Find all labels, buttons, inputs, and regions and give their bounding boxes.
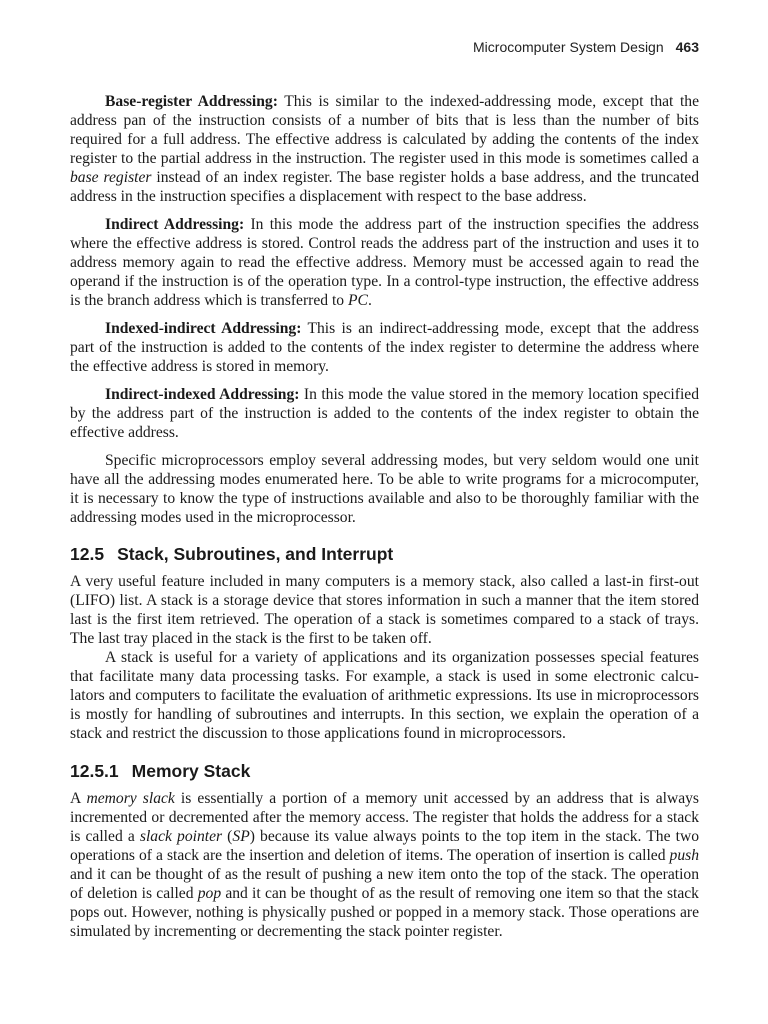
term-indirect-addressing: Indirect Addressing: [105,216,245,233]
emphasis-memory-slack: memory slack [86,790,175,807]
emphasis-pop: pop [197,885,222,902]
paragraph-text: In this mode the address part of the instruction specifies the address where the effective address is stored. Control reads the address part of the instruction and uses it to address memory again to read the effective address. Memory must be accessed again to read the operand if the instruction is of the operation type. In a control-type instruction, the effective address is the branch address which is transferred to [70,216,699,309]
section-number: 12.5 [70,544,105,564]
paragraph-text: In this mode the value stored in the memory location specified by the address part of the instruction is added to the contents of the index register to obtain the effective address. [70,386,699,441]
emphasis-pc: PC [348,292,368,309]
term-indirect-indexed-addressing: Indirect-indexed Addressing: [105,386,300,403]
paragraph-indirect-addressing [70,215,699,310]
subsection-number: 12.5.1 [70,761,119,781]
paragraph-memory-stack [70,789,699,941]
paragraph-text: is essentially a portion of a memory unit accessed by an address that is always incremented or decremented after the memory access. The register that holds the address for a stack is called a [70,790,699,845]
emphasis-base-register: base register [70,169,152,186]
term-base-register-addressing: Base-register Addressing: [105,93,278,110]
page-body [70,92,699,941]
section-heading [70,543,699,565]
emphasis-sp: SP [232,828,250,845]
paragraph-base-register-addressing [70,92,699,206]
paragraph-addressing-summary: Specific microprocessors employ several addressing modes, but very seldom would one unit have all the addressing modes enumerated here. To be able to write programs for a microcomputer, it is necessary to know the type of instructions available and also to be thoroughly familiar with the addressing modes used in the microprocessor. [70,452,699,526]
paragraph-text: and it can be thought of as the result of removing one item so that the stack pops out. However, nothing is physically pushed or popped in a memory stack. Those operations are simulated by incrementing or decrementing the stack pointer register. [70,885,699,940]
paragraph-stack-applications: A stack is useful for a variety of applications and its organization possesses special features that facilitate many data processing tasks. For example, a stack is used in some electronic calculators and computers to facilitate the evaluation of arithmetic expressions. Its use in microprocessors is mostly for handling of subroutines and interrupts. In this section, we explain the operation of a stack and restrict the discussion to those applications found in microprocessors. [70,649,699,742]
paragraph-indexed-indirect-addressing [70,319,699,376]
paragraph-text: A [70,790,87,807]
paragraph-text: and it can be thought of as the result of pushing a new item onto the top of the stack. The operation of deletion is called [70,866,699,902]
subsection-heading [70,760,699,782]
subsection-title: Memory Stack [131,761,251,781]
paragraph-indirect-indexed-addressing [70,385,699,442]
paragraph-text: . [367,292,372,309]
paragraph-text: ( [222,828,233,845]
paragraph-text: ) because its value always points to the top item in the stack. The two operations of a stack are the insertion and deletion of items. The operation of insertion is called [70,828,700,864]
emphasis-push: push [669,847,699,864]
running-header-title: Microcomputer System Design [473,39,664,55]
paragraph-text: This is an indirect-addressing mode, except that the address part of the instruction is added to the contents of the index register to determine the address where the effective address is stored in memory. [70,320,699,375]
emphasis-slack-pointer: slack pointer [139,828,223,845]
paragraph-text: instead of an index register. The base register holds a base address, and the truncated address in the instruction specifies a displacement with respect to the base address. [70,169,699,205]
book-page [70,0,699,1024]
paragraph-stack-intro: A very useful feature included in many computers is a memory stack, also called a last-in first-out (LIFO) list. A stack is a storage device that stores information in such a manner that the item stored last is the first item retrieved. The operation of a stack is sometimes compared to a stack of trays. The last tray placed in the stack is the first to be taken off. [70,573,699,647]
term-indexed-indirect-addressing: Indexed-indirect Addressing: [105,320,302,337]
page-number: 463 [675,39,699,55]
running-header [473,38,699,56]
section-title: Stack, Subroutines, and Interrupt [117,544,394,564]
paragraph-text: This is similar to the indexed-addressing mode, except that the address pan of the instruction consists of a number of bits that is less than the number of bits required for a full address. The effective address is calculated by adding the contents of the index register to the partial address in the instruction. The register used in this mode is sometimes called a [70,93,699,167]
